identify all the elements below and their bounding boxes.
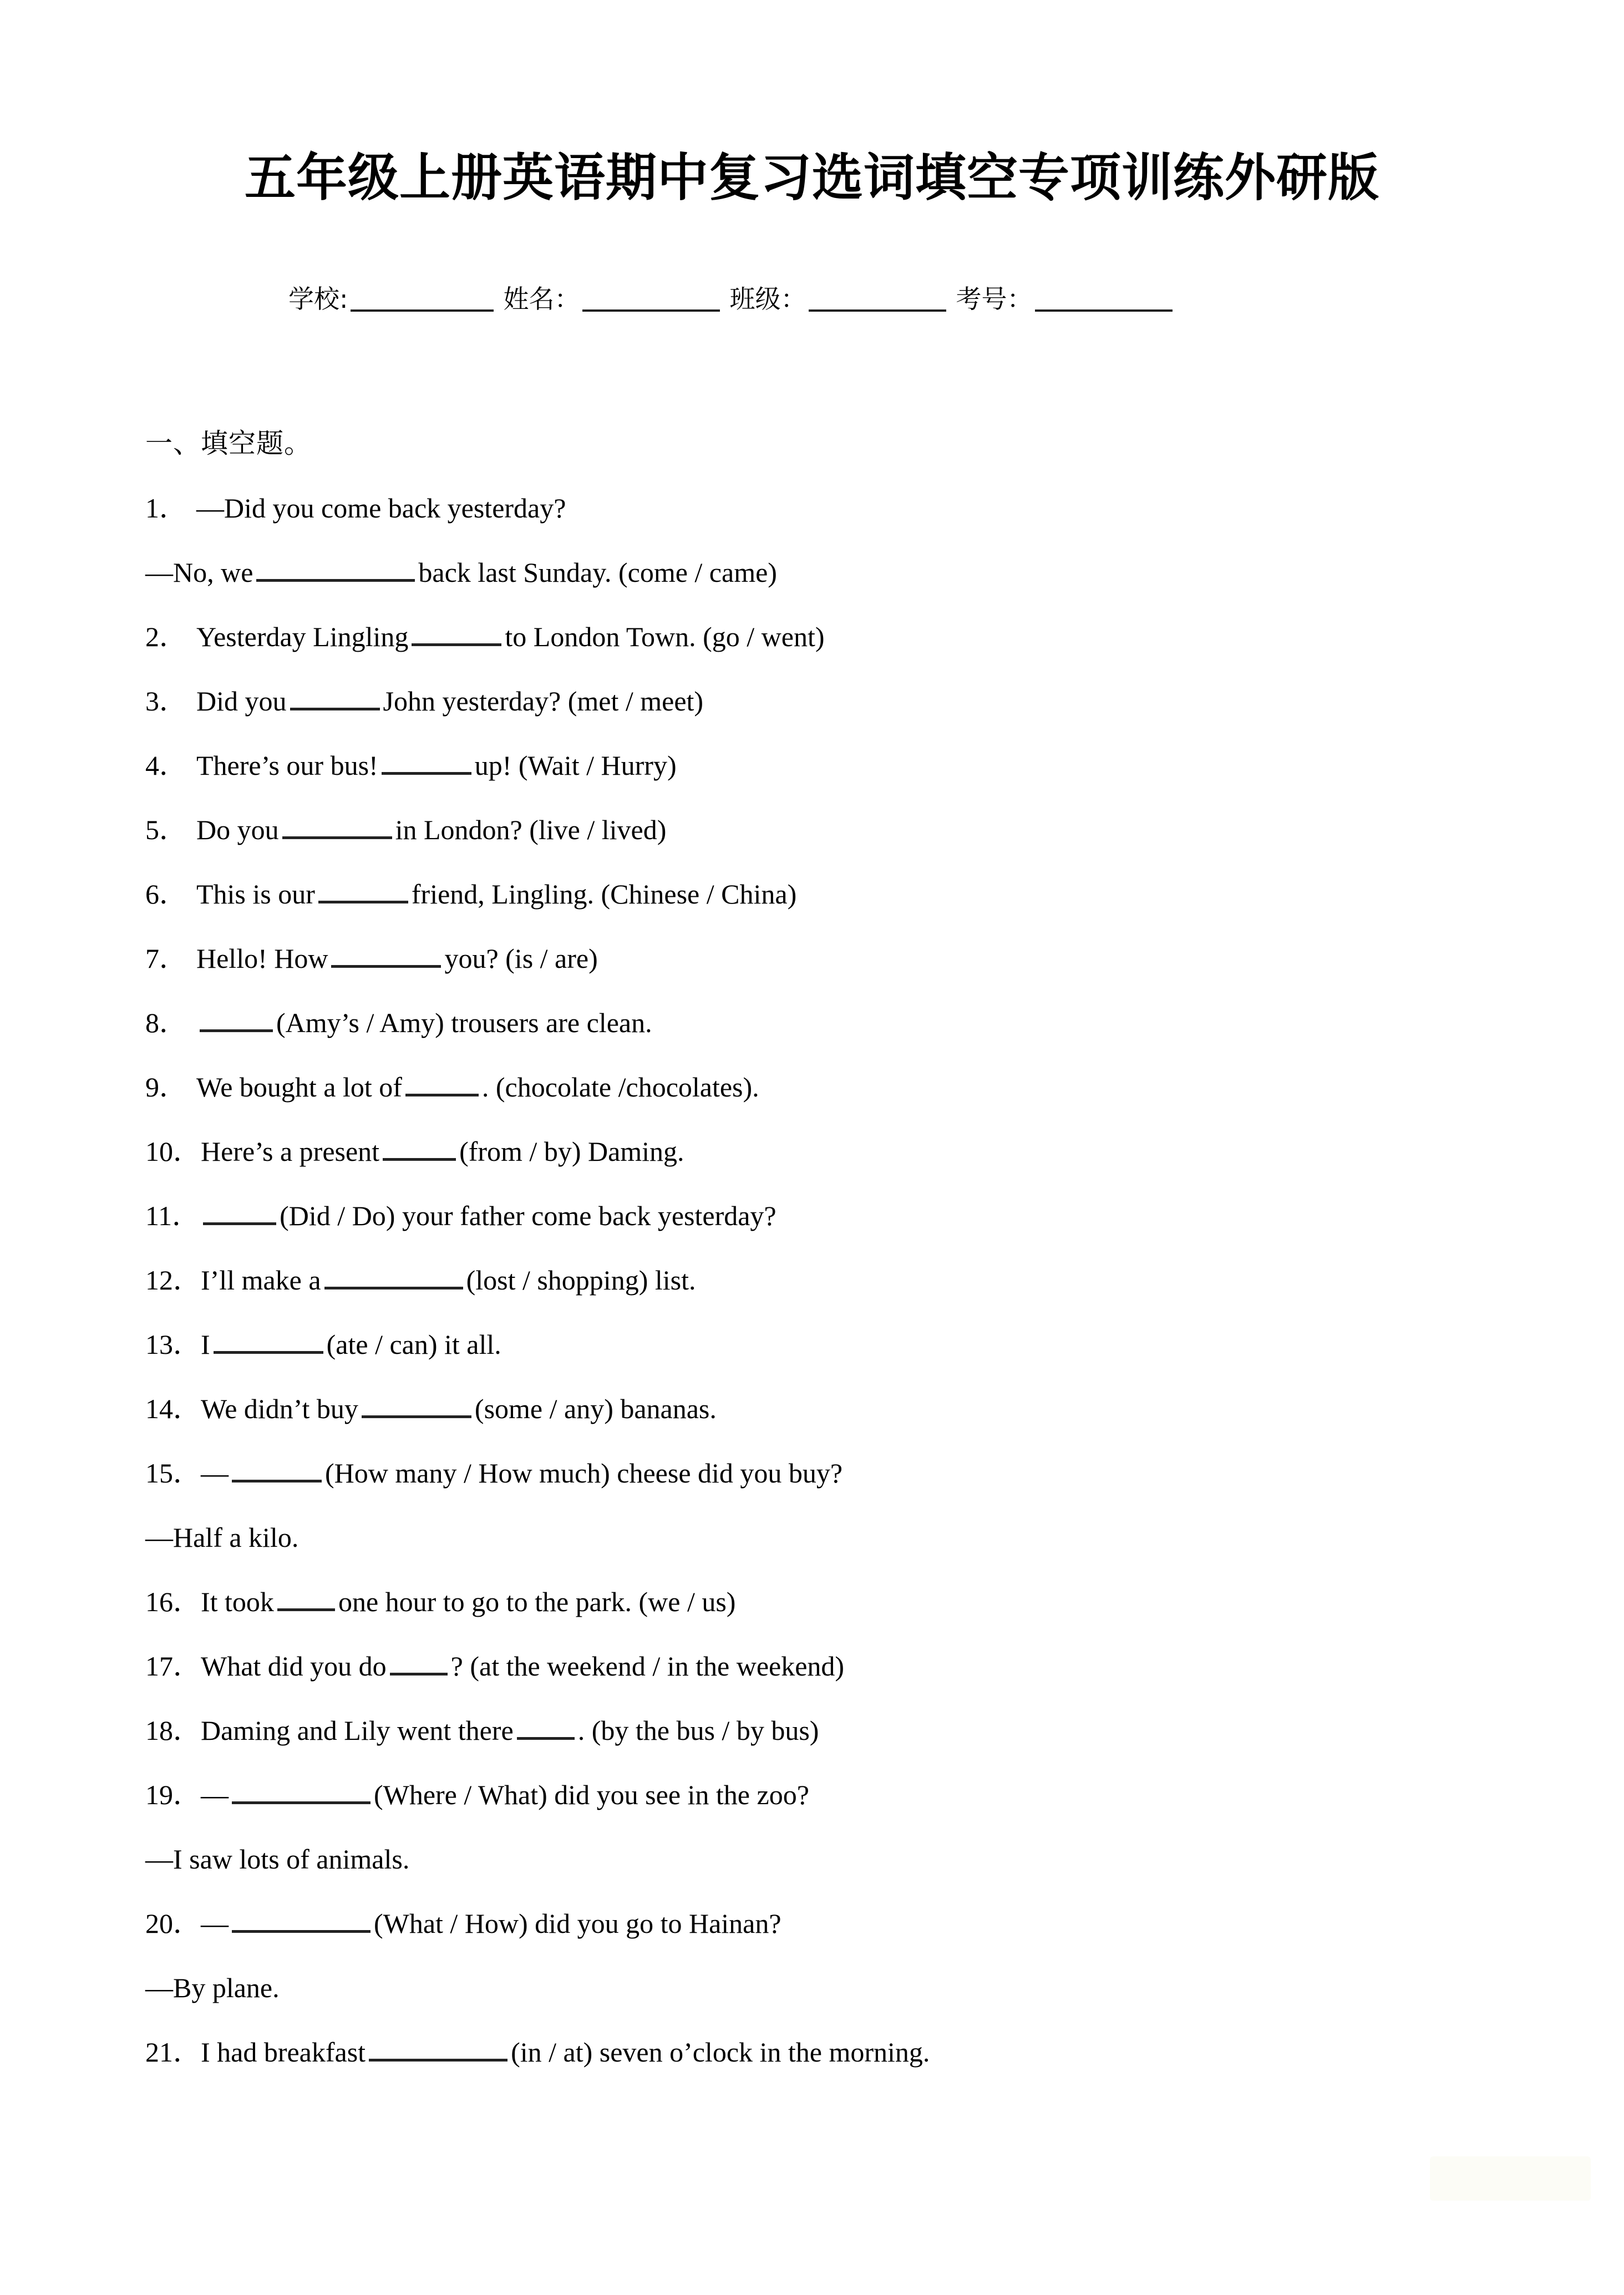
- question-text-after-blank: . (by the bus / by bus): [577, 1715, 819, 1746]
- answer-line: [145, 1827, 1488, 1891]
- question-text-before-blank: We bought a lot of: [196, 1072, 402, 1103]
- question-text-after-blank: (Did / Do) your father come back yesterday?: [280, 1200, 777, 1231]
- class-label: 班级：: [729, 284, 806, 314]
- answer-blank[interactable]: [256, 560, 415, 582]
- section-heading: 一、填空题。: [145, 428, 312, 459]
- answer-blank[interactable]: [232, 1911, 371, 1933]
- answer-blank[interactable]: [200, 1011, 273, 1032]
- question-number: 16．: [145, 1586, 201, 1617]
- exam-number-blank[interactable]: [1035, 287, 1173, 312]
- student-info-row: [288, 286, 1173, 312]
- question-line: [145, 1698, 1488, 1763]
- answer-blank[interactable]: [390, 1654, 448, 1675]
- question-text-after-blank: (What / How) did you go to Hainan?: [374, 1908, 781, 1939]
- question-line: [145, 1248, 1488, 1312]
- question-line: [145, 1377, 1488, 1441]
- question-line: [145, 605, 1488, 669]
- question-line: [145, 2020, 1488, 2084]
- question-text-before-blank: I’ll make a: [201, 1265, 321, 1296]
- question-text-after-blank: (from / by) Daming.: [459, 1136, 684, 1167]
- question-line: [145, 1763, 1488, 1827]
- class-blank[interactable]: [809, 287, 946, 312]
- question-number: 4．: [145, 750, 187, 781]
- question-text-after-blank: to London Town. (go / went): [505, 621, 825, 652]
- answer-blank[interactable]: [382, 753, 471, 775]
- question-number: 9．: [145, 1072, 187, 1103]
- question-number: 2．: [145, 621, 187, 652]
- question-number: 21．: [145, 2037, 201, 2068]
- question-text-before-blank: —: [201, 1458, 229, 1489]
- question-text-after-blank: . (chocolate /chocolates).: [481, 1072, 759, 1103]
- question-number: 6．: [145, 879, 187, 910]
- question-line: [145, 1119, 1488, 1184]
- question-number: 8．: [145, 1007, 187, 1038]
- question-text-before-blank: I had breakfast: [201, 2037, 366, 2068]
- answer-blank[interactable]: [232, 1461, 322, 1482]
- question-text-after-blank: ? (at the weekend / in the weekend): [450, 1651, 845, 1682]
- question-text-before-blank: There’s our bus!: [196, 750, 378, 781]
- question-text-before-blank: —I saw lots of animals.: [145, 1844, 410, 1875]
- question-body: [145, 412, 1488, 2084]
- question-list: [145, 476, 1488, 2084]
- answer-blank[interactable]: [369, 2040, 507, 2062]
- question-text-after-blank: (lost / shopping) list.: [466, 1265, 696, 1296]
- question-line: [145, 1634, 1488, 1698]
- class-field[interactable]: [730, 286, 956, 312]
- question-number: 12．: [145, 1265, 201, 1296]
- question-text-before-blank: Did you: [196, 686, 287, 717]
- question-line: [145, 1312, 1488, 1377]
- answer-blank[interactable]: [232, 1783, 371, 1804]
- question-number: 11．: [145, 1200, 200, 1231]
- answer-line: [145, 1505, 1488, 1570]
- question-text-before-blank: I: [201, 1329, 210, 1360]
- answer-blank[interactable]: [517, 1718, 575, 1740]
- exam-number-field[interactable]: [956, 286, 1173, 312]
- question-number: 7．: [145, 943, 187, 974]
- question-text-after-blank: in London? (live / lived): [395, 814, 667, 845]
- question-number: 3．: [145, 686, 187, 717]
- scan-watermark: [1430, 2156, 1591, 2201]
- question-number: 18．: [145, 1715, 201, 1746]
- answer-blank[interactable]: [362, 1397, 471, 1418]
- question-text-before-blank: We didn’t buy: [201, 1393, 358, 1424]
- exam-number-label: 考号：: [956, 284, 1033, 314]
- question-line: [145, 1891, 1488, 1956]
- question-line: [145, 1055, 1488, 1119]
- answer-line: [145, 1956, 1488, 2020]
- question-text-after-blank: (Where / What) did you see in the zoo?: [374, 1779, 809, 1810]
- question-text-before-blank: —Half a kilo.: [145, 1522, 299, 1553]
- question-number: 19．: [145, 1779, 201, 1810]
- question-text-before-blank: Yesterday Lingling: [196, 621, 409, 652]
- question-line: [145, 476, 1488, 540]
- name-blank[interactable]: [582, 287, 720, 312]
- question-line: [145, 798, 1488, 862]
- question-line: [145, 1184, 1488, 1248]
- school-label: 学校:: [288, 284, 348, 314]
- question-line: [145, 669, 1488, 733]
- question-text-after-blank: John yesterday? (met / meet): [383, 686, 704, 717]
- answer-blank[interactable]: [331, 946, 441, 968]
- question-number: 20．: [145, 1908, 201, 1939]
- question-text-before-blank: —: [201, 1779, 229, 1810]
- question-text-after-blank: one hour to go to the park. (we / us): [338, 1586, 736, 1617]
- question-text-after-blank: (some / any) bananas.: [474, 1393, 717, 1424]
- answer-blank[interactable]: [290, 689, 380, 710]
- question-number: 5．: [145, 814, 187, 845]
- question-line: [145, 926, 1488, 991]
- answer-blank[interactable]: [214, 1332, 323, 1354]
- question-text-before-blank: Hello! How: [196, 943, 328, 974]
- question-text-before-blank: It took: [201, 1586, 274, 1617]
- question-text-before-blank: This is our: [196, 879, 315, 910]
- question-text-after-blank: back last Sunday. (come / came): [418, 557, 777, 588]
- answer-blank[interactable]: [383, 1139, 456, 1161]
- question-number: 17．: [145, 1651, 201, 1682]
- answer-blank[interactable]: [318, 882, 408, 903]
- question-text-before-blank: Daming and Lily went there: [201, 1715, 514, 1746]
- school-field[interactable]: [288, 286, 504, 312]
- answer-blank[interactable]: [405, 1075, 479, 1096]
- question-text-before-blank: —: [201, 1908, 229, 1939]
- question-text-before-blank: —No, we: [145, 557, 253, 588]
- question-text-after-blank: (Amy’s / Amy) trousers are clean.: [276, 1007, 652, 1038]
- question-number: 14．: [145, 1393, 201, 1424]
- name-label: 姓名：: [503, 284, 580, 314]
- page-title: 五年级上册英语期中复习选词填空专项训练外研版: [244, 148, 1379, 207]
- question-text-before-blank: Here’s a present: [201, 1136, 380, 1167]
- question-text-after-blank: (ate / can) it all.: [326, 1329, 501, 1360]
- question-text-after-blank: you? (is / are): [444, 943, 598, 974]
- question-line: [145, 1441, 1488, 1505]
- question-number: 15．: [145, 1458, 201, 1489]
- answer-blank[interactable]: [324, 1268, 463, 1289]
- question-line: [145, 1570, 1488, 1634]
- question-text-before-blank: What did you do: [201, 1651, 387, 1682]
- answer-blank[interactable]: [277, 1590, 335, 1611]
- question-text-before-blank: —Did you come back yesterday?: [196, 492, 566, 524]
- question-text-after-blank: friend, Lingling. (Chinese / China): [411, 879, 797, 910]
- question-text-after-blank: (How many / How much) cheese did you buy?: [325, 1458, 843, 1489]
- question-number: 10．: [145, 1136, 201, 1167]
- school-blank[interactable]: [351, 287, 494, 312]
- question-line: [145, 733, 1488, 798]
- answer-blank[interactable]: [282, 818, 392, 839]
- question-text-before-blank: —By plane.: [145, 1972, 280, 2003]
- answer-blank[interactable]: [412, 624, 501, 646]
- question-text-before-blank: Do you: [196, 814, 279, 845]
- question-number: 1．: [145, 492, 187, 524]
- question-text-after-blank: up! (Wait / Hurry): [474, 750, 677, 781]
- question-line: [145, 862, 1488, 926]
- answer-line: [145, 540, 1488, 605]
- question-number: 13．: [145, 1329, 201, 1360]
- question-text-after-blank: (in / at) seven o’clock in the morning.: [511, 2037, 930, 2068]
- name-field[interactable]: [504, 286, 730, 312]
- question-line: [145, 991, 1488, 1055]
- answer-blank[interactable]: [203, 1204, 276, 1225]
